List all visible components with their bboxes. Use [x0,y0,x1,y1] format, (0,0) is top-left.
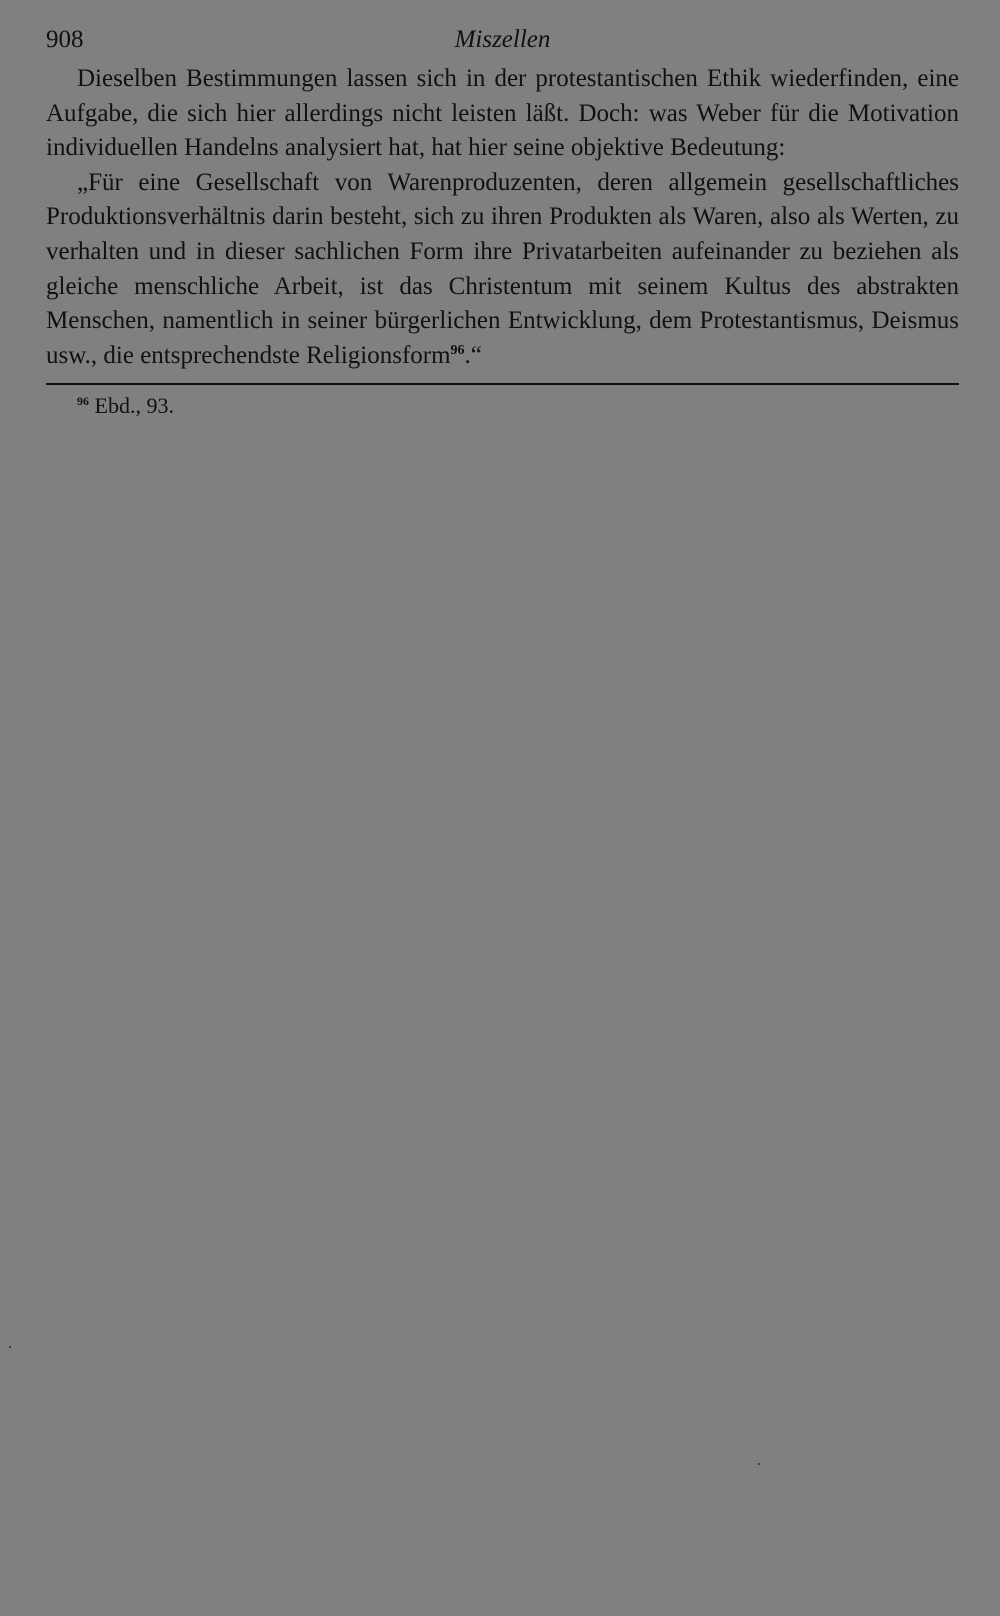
footnote-divider [46,383,959,385]
quote-text: „Für eine Gesellschaft von Warenproduzenten, deren allgemein gesellschaftliches Produktionsverhältnis darin besteht, sich zu ihren Produkten als Waren, also als Werten, zu verhalten und in dieser sachlichen Form ihre Privatarbeiten aufeinander zu beziehen als gleiche menschliche Arbeit, ist das Christentum mit seinem Kultus des abstrakten Menschen, namentlich in seiner bürgerlichen Entwicklung, dem Protestantismus, Deismus usw., die entsprechendste Religionsform [46,168,959,369]
quote-end: .“ [464,341,482,369]
body-paragraph: Dieselben Bestimmungen lassen sich in der protestantischen Ethik wiederfinden, eine Aufgabe, die sich hier allerdings nicht leisten läßt. Doch: was Weber für die Motivation individuellen Handelns analysiert hat, hat hier seine objektive Bedeutung: [46,65,959,162]
scan-speck [9,1346,11,1348]
document-page [46,22,959,421]
footnote-marker: 96 [77,394,89,409]
running-head [46,22,959,62]
scan-speck [758,1463,760,1465]
quoted-paragraph [46,166,959,374]
body-text [46,62,959,373]
footnote-text: Ebd., 93. [94,393,174,419]
footnote-reference[interactable]: 96 [450,342,465,358]
footnote [46,391,959,421]
page-number: 908 [46,26,84,53]
section-title: Miszellen [454,26,551,53]
